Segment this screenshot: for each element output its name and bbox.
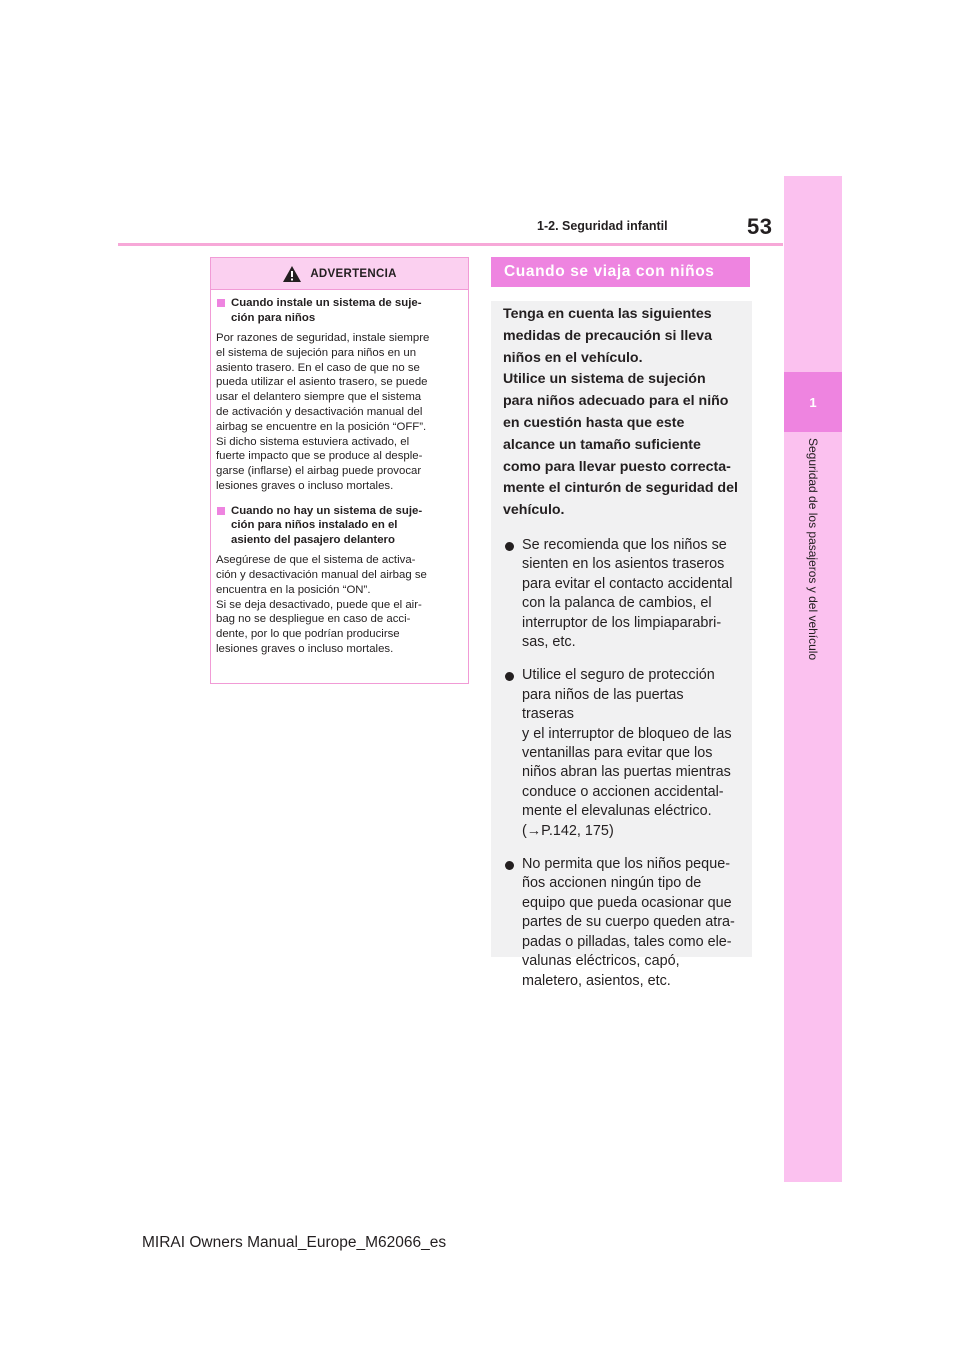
- warning-section-text: Por razones de seguridad, instale siempre el sistema de sujeción para niños en un asiento trasero. En el caso de que no se pueda utilizar el asiento trasero, se puede usar el delantero siempre que el sistema de activación y desactivación manual del airbag se encuentre en la posición “OFF”. Si dicho sistema estuviera activado, el fuerte impacto que se produce al desple- garse (inflarse) el airbag puede provocar lesiones graves o incluso mortales.: [216, 332, 430, 492]
- header-rule: [118, 243, 783, 246]
- pink-square-bullet-icon: [217, 507, 225, 515]
- list-item: [503, 536, 738, 652]
- warning-title: ADVERTENCIA: [310, 267, 397, 280]
- section-title: 1-2. Seguridad infantil: [537, 219, 668, 233]
- warning-header: [211, 258, 468, 290]
- list-item: [503, 855, 738, 991]
- warning-triangle-icon: [282, 265, 302, 283]
- chapter-label: Seguridad de los pasajeros y del vehículo: [806, 438, 820, 661]
- travel-intro: Tenga en cuenta las siguientes medidas de precaución si lleva niños en el vehículo. Utilice un sistema de sujeción para niños adecuado para el niño en cuestión hasta que este alcance un tamaño suficiente como para llevar puesto correcta- mente el cinturón de seguridad del vehículo.: [503, 306, 738, 519]
- travel-heading: Cuando se viaja con niños: [491, 257, 750, 287]
- travel-panel: [491, 301, 752, 989]
- chapter-number: 1: [809, 394, 817, 410]
- page-number: 53: [747, 214, 773, 239]
- warning-box: [210, 257, 469, 684]
- list-item: [503, 666, 738, 841]
- footer-text: MIRAI Owners Manual_Europe_M62066_es: [142, 1234, 447, 1251]
- pink-square-bullet-icon: [217, 299, 225, 307]
- bullet-dot-icon: [505, 672, 514, 681]
- bullet-dot-icon: [505, 542, 514, 551]
- warning-section-heading: [216, 296, 463, 325]
- warning-section-heading: [216, 504, 463, 548]
- bullet-text: Se recomienda que los niños se sienten en los asientos traseros para evitar el contacto accidental con la palanca de cambios, el interruptor de los limpiaparabri- sas, etc.: [522, 536, 733, 650]
- warning-heading-text: Cuando instale un sistema de suje- ción para niños: [231, 297, 422, 324]
- warning-body: [211, 290, 468, 657]
- warning-heading-text: Cuando no hay un sistema de suje- ción para niños instalado en el asiento del pasajero delantero: [231, 504, 423, 546]
- warning-section-text: Asegúrese de que el sistema de activa- ción y desactivación manual del airbag se encuentra en la posición “ON”. Si se deja desactivado, puede que el air- bag no se despliegue en caso de acci- dente, por lo que podrían producirse lesiones graves o incluso mortales.: [216, 554, 427, 656]
- bullet-dot-icon: [505, 861, 514, 870]
- side-tab: [784, 176, 842, 1182]
- bullet-text: No permita que los niños peque- ños accionen ningún tipo de equipo que pueda ocasionar que partes de su cuerpo queden atra- padas o pilladas, tales como ele- valunas eléctricos, capó, maletero, asientos, etc.: [522, 856, 735, 989]
- bullet-text: Utilice el seguro de protección para niños de las puertas traseras y el interruptor de bloqueo de las ventanillas para evitar que los niños abran las puertas mientras conduce o accionen accidental- mente el elevalunas eléctrico. (→P.142, 175): [522, 667, 732, 839]
